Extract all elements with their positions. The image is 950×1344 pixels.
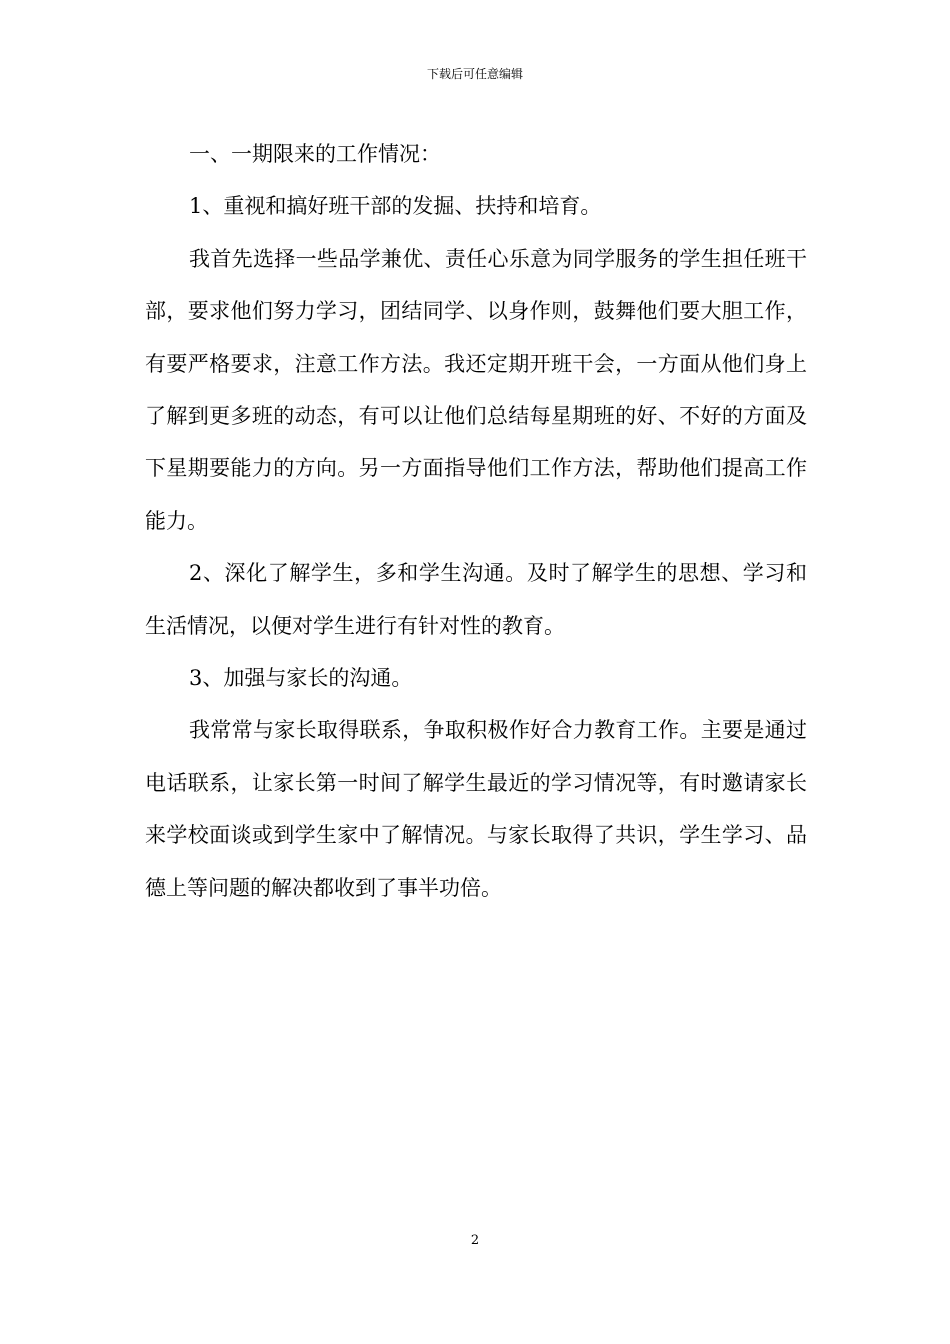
point-1-body: 我首先选择一些品学兼优、责任心乐意为同学服务的学生担任班干部，要求他们努力学习，团结同学、以身作则，鼓舞他们要大胆工作，有要严格要求，注意工作方法。我还定期开班干会，一方面从他们身上了解到更多班的动态，有可以让他们总结每星期班的好、不好的方面及下星期要能力的方向。另一方面指导他们工作方法，帮助他们提高工作能力。	[145, 246, 807, 533]
point-2-body: 2、深化了解学生，多和学生沟通。及时了解学生的思想、学习和生活情况，以便对学生进行有针对性的教育。	[145, 561, 807, 638]
page-number: 2	[470, 1233, 480, 1248]
point-1-heading: 1、重视和搞好班干部的发掘、扶持和培育。	[189, 194, 602, 219]
page-header-note: 下载后可任意编辑	[426, 67, 523, 81]
point-3-body: 我常常与家长取得联系，争取积极作好合力教育工作。主要是通过电话联系，让家长第一时间了解学生最近的学习情况等，有时邀请家长来学校面谈或到学生家中了解情况。与家长取得了共识，学生学习、品德上等问题的解决都收到了事半功倍。	[145, 718, 807, 900]
document-body	[145, 128, 807, 914]
point-3-heading: 3、加强与家长的沟通。	[189, 666, 413, 691]
section-heading: 一、一期限来的工作情况：	[189, 142, 441, 166]
